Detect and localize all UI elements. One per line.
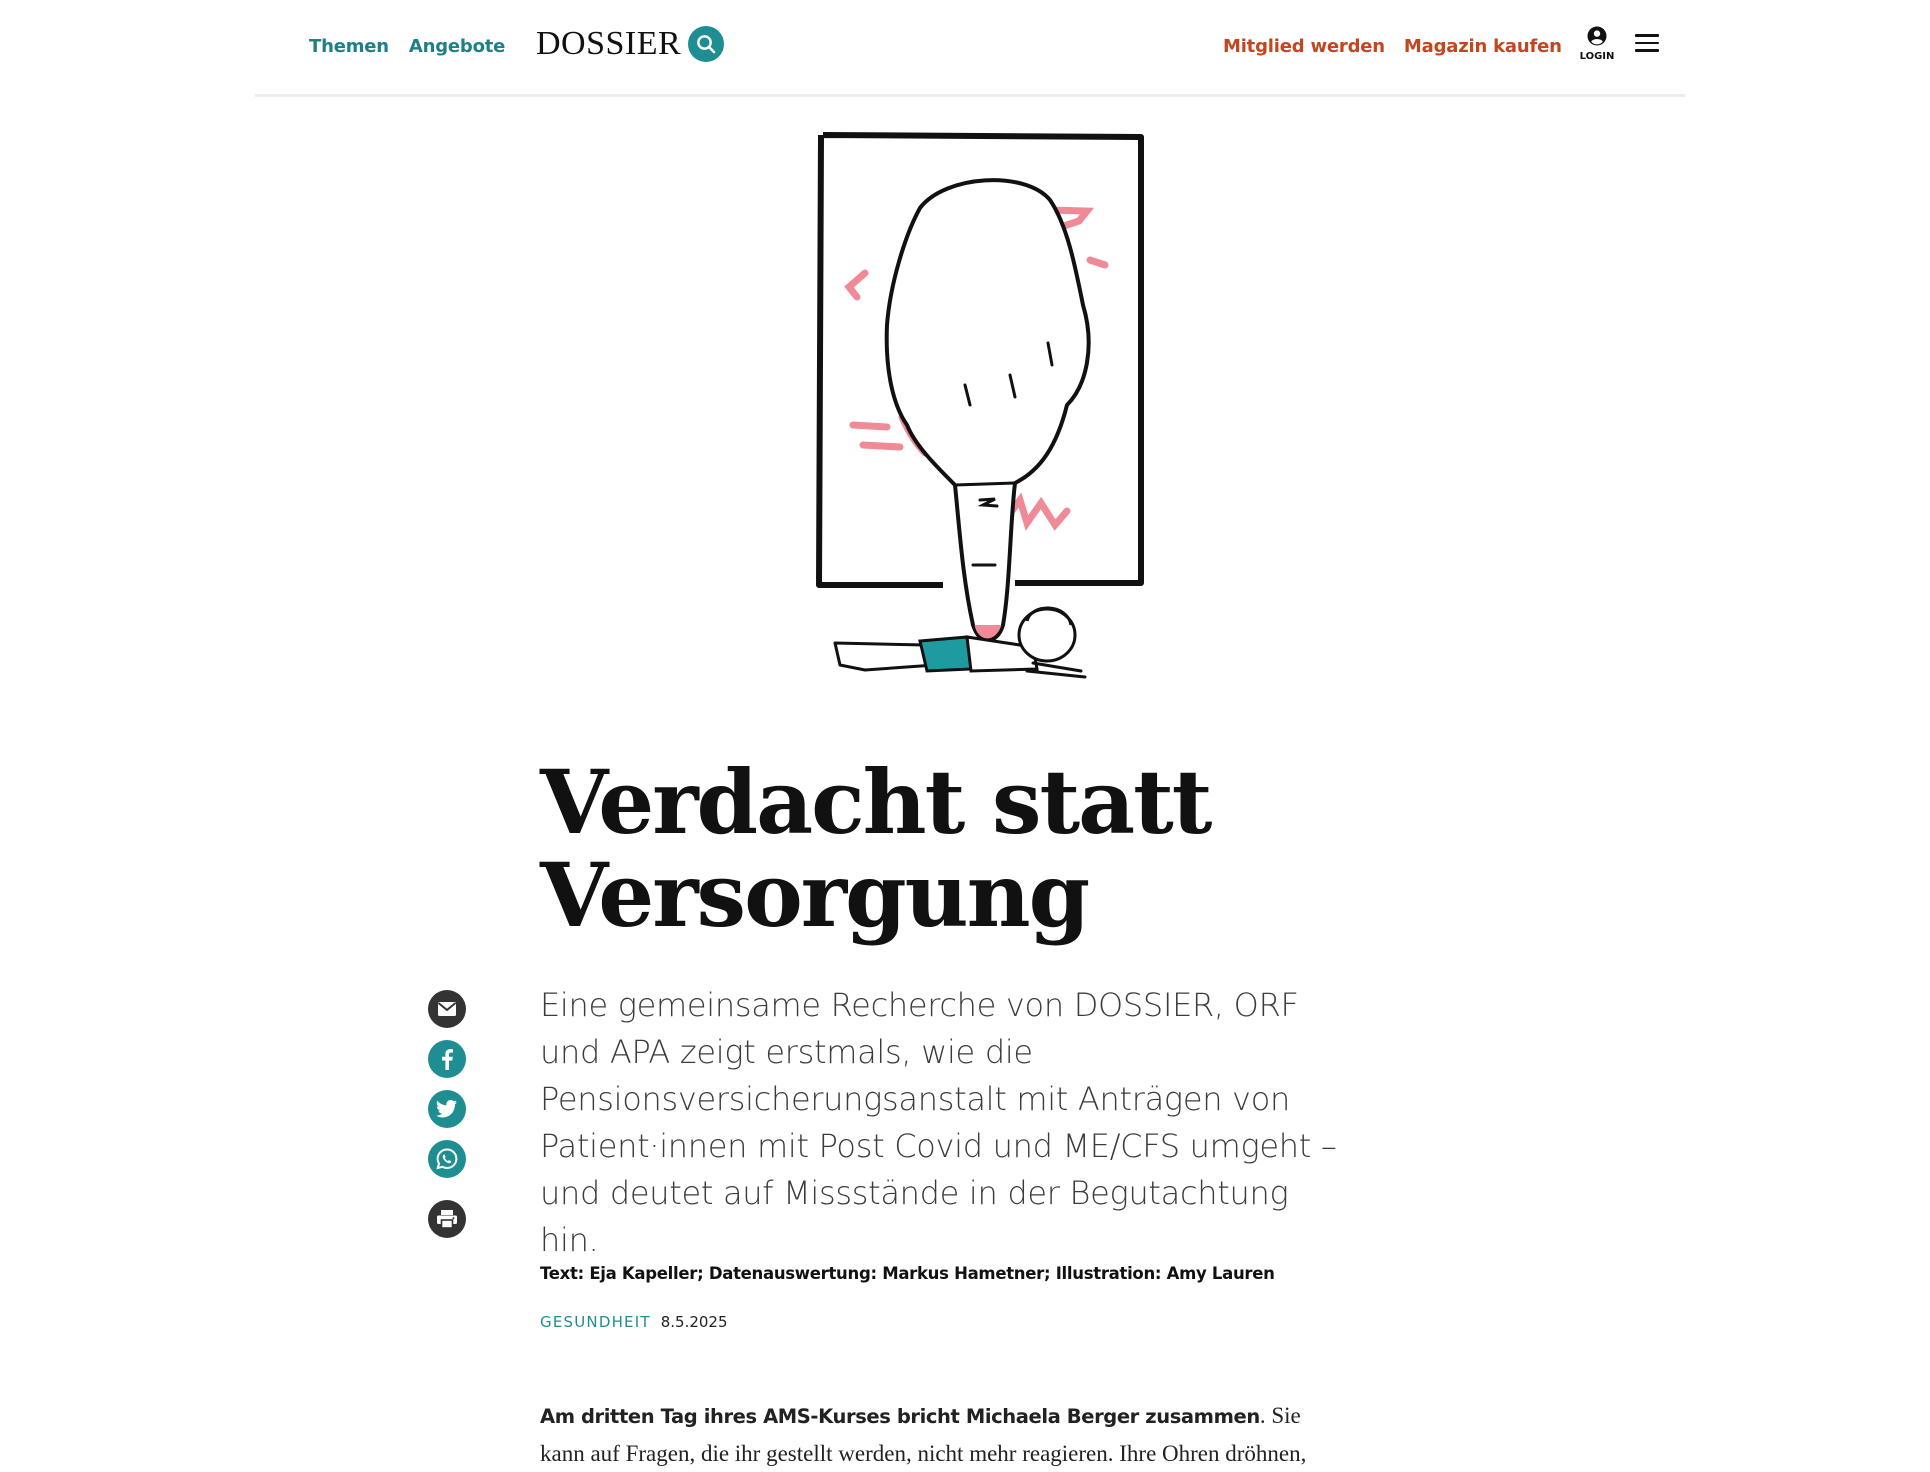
site-header bbox=[255, 0, 1685, 97]
article-meta bbox=[540, 1313, 728, 1331]
user-icon bbox=[1587, 26, 1607, 46]
hero-illustration bbox=[805, 125, 1145, 685]
twitter-icon[interactable] bbox=[428, 1090, 466, 1128]
whatsapp-icon[interactable] bbox=[428, 1140, 466, 1178]
search-icon[interactable] bbox=[688, 26, 724, 62]
category-link[interactable]: GESUNDHEIT bbox=[540, 1313, 651, 1331]
article-credits: Text: Eja Kapeller; Datenauswertung: Markus Hametner; Illustration: Amy Lauren bbox=[540, 1264, 1275, 1283]
nav-themen[interactable]: Themen bbox=[309, 36, 389, 57]
nav-angebote[interactable]: Angebote bbox=[408, 36, 506, 57]
body-text: . Sie kann auf Fragen, die ihr gestellt werden, nicht mehr reagieren. Ihre Ohren dröhnen, bbox=[540, 1403, 1307, 1466]
nav-magazin-kaufen[interactable]: Magazin kaufen bbox=[1403, 36, 1562, 57]
body-lead-bold: Am dritten Tag ihres AMS-Kurses bricht Michaela Berger zusammen bbox=[540, 1405, 1260, 1428]
login-label: LOGIN bbox=[1579, 51, 1615, 62]
dossier-logo[interactable] bbox=[536, 24, 724, 64]
hamburger-menu-icon[interactable] bbox=[1635, 34, 1659, 54]
secondary-nav bbox=[1223, 36, 1562, 57]
article-lead: Eine gemeinsame Recherche von DOSSIER, ORF und APA zeigt erstmals, wie die Pensionsversicherungsanstalt mit Anträgen von Patient·innen mit Post Covid und ME/CFS umgeht – und deutet auf Missstände in der Begutachtung hin. bbox=[540, 986, 1337, 1259]
article-body-paragraph bbox=[540, 1397, 1320, 1472]
publish-date: 8.5.2025 bbox=[660, 1313, 728, 1331]
mail-icon[interactable] bbox=[428, 990, 466, 1028]
facebook-icon[interactable] bbox=[428, 1040, 466, 1078]
login-button[interactable] bbox=[1577, 26, 1617, 62]
logo-text: DOSSIER bbox=[536, 25, 682, 62]
nav-mitglied-werden[interactable]: Mitglied werden bbox=[1223, 36, 1385, 57]
print-icon[interactable] bbox=[428, 1200, 466, 1238]
article-title: Verdacht statt Versorgung bbox=[540, 750, 1211, 947]
primary-nav bbox=[309, 36, 505, 57]
